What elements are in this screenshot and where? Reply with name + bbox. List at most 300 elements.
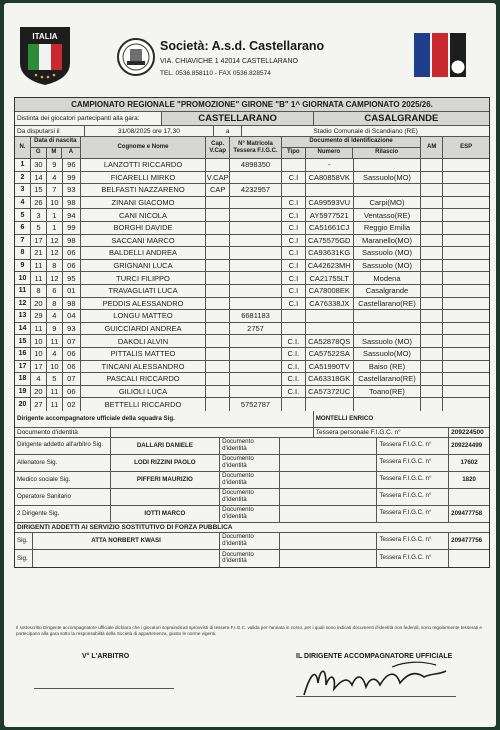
doc-number: CA52878QS (306, 335, 354, 347)
birth-month: 12 (47, 247, 63, 259)
doc-issuer: Ventasso(RE) (354, 209, 422, 221)
operatore-label: Operatore Sanitario (15, 489, 111, 505)
matricola (230, 285, 282, 297)
figc-italia-shield-logo (18, 25, 72, 87)
player-name: DAKOLI ALVIN (81, 335, 206, 347)
doc-number: AY5977521 (306, 209, 354, 221)
birth-year: 93 (63, 323, 81, 335)
arbitro-signature-label: V° L'ARBITRO (82, 653, 130, 660)
table-row (15, 398, 489, 411)
col-am: AM (421, 137, 443, 158)
doc-issuer: Modena (354, 272, 422, 284)
medico-label: Medico sociale Sig. (15, 472, 111, 488)
matricola (230, 348, 282, 360)
allenatore-row (15, 455, 489, 472)
player-name: BELFASTI NAZZARENO (81, 184, 206, 196)
player-name: SACCANI MARCO (81, 235, 206, 247)
championship-title: CAMPIONATO REGIONALE "PROMOZIONE" GIRONE "B" 1^ GIORNATA CAMPIONATO 2025/26. (71, 100, 433, 109)
arbitro-label: Dirigente addetto all'arbitro Sig. (15, 438, 111, 454)
doc-number: CA80858VK (306, 172, 354, 184)
at-label: a (214, 126, 242, 136)
birth-year: 06 (63, 386, 81, 398)
player-number: 8 (15, 247, 31, 259)
doc-type: C.I (282, 260, 306, 272)
medico-doc-value (280, 472, 378, 488)
doc-type: C.I. (282, 373, 306, 385)
handwritten-signature (296, 655, 456, 705)
doc-number (306, 323, 354, 335)
matricola: 4898350 (230, 159, 282, 171)
doc-number: CA99593VU (306, 197, 354, 209)
match-date: 31/08/2025 ore 17,30 (85, 126, 214, 136)
birth-month: 10 (47, 197, 63, 209)
esp-cell (443, 386, 489, 398)
doc-issuer: Sassuolo(MO) (354, 348, 422, 360)
doc-number (306, 184, 354, 196)
doc-issuer (354, 310, 422, 322)
esp-cell (443, 197, 489, 209)
allenatore-name: LODI RIZZINI PAOLO (111, 455, 221, 471)
esp-cell (443, 285, 489, 297)
arbitro-doc-value (280, 438, 378, 454)
secondo-dirigente-row (15, 506, 489, 523)
birth-day: 5 (31, 222, 47, 234)
doc-number (306, 310, 354, 322)
doc-issuer (354, 159, 422, 171)
birth-year: 96 (63, 159, 81, 171)
col-doc (282, 137, 421, 158)
am-cell (421, 235, 443, 247)
esp-cell (443, 323, 489, 335)
sostitutivo-row-1 (15, 533, 489, 550)
arbitro-signature-line (34, 688, 174, 689)
birth-month: 11 (47, 398, 63, 411)
player-name: LONGU MATTEO (81, 310, 206, 322)
esp-cell (443, 209, 489, 221)
doc-type: C.I. (282, 348, 306, 360)
birth-month: 9 (47, 323, 63, 335)
secondo-dirigente-label: 2 Dirigente Sig. (15, 506, 111, 522)
doc-type: C.I (282, 172, 306, 184)
birth-month: 8 (47, 260, 63, 272)
birth-month: 8 (47, 298, 63, 310)
captain-mark (206, 272, 230, 284)
doc-number: CA78008EK (306, 285, 354, 297)
society-name: Società: A.s.d. Castellarano (160, 39, 325, 53)
doc-issuer: Baiso (RE) (354, 361, 422, 373)
birth-month: 12 (47, 272, 63, 284)
captain-mark: CAP (206, 184, 230, 196)
player-number: 9 (15, 260, 31, 272)
esp-cell (443, 361, 489, 373)
col-rilascio: Rilascio (375, 149, 399, 156)
captain-mark: V.CAP (206, 172, 229, 182)
arbitro-tess-num: 209224499 (451, 442, 483, 450)
birth-year: 98 (63, 235, 81, 247)
sostitutivo-header-row (15, 523, 489, 533)
player-list-form (14, 97, 490, 568)
table-row (15, 184, 489, 197)
birth-year: 07 (63, 335, 81, 347)
matricola (230, 386, 282, 398)
table-header (15, 137, 489, 159)
medico-doc-label: Documento d'identità (220, 472, 280, 488)
birth-month: 5 (47, 373, 63, 385)
secondo-dirigente-name: IOTTI MARCO (111, 506, 221, 522)
captain-mark (206, 247, 230, 259)
secondo-tess-label: Tessera F.I.G.C. n° (377, 506, 449, 522)
doc-number: CA93631KG (306, 247, 354, 259)
da-disputarsi-label: Da disputarsi il (15, 126, 85, 136)
esp-cell (443, 298, 489, 310)
birth-day: 20 (31, 386, 47, 398)
medico-tess-label: Tessera F.I.G.C. n° (377, 472, 449, 488)
birth-month: 4 (47, 310, 63, 322)
dirigente-doc-value (111, 428, 314, 437)
society-phone: TEL. 0536.858110 - FAX 0536.828574 (160, 70, 271, 77)
table-row (15, 348, 489, 361)
esp-cell (443, 172, 489, 184)
table-row (15, 285, 489, 298)
doc-type (282, 398, 306, 411)
birth-year: 06 (63, 247, 81, 259)
captain-mark (206, 285, 230, 297)
birth-day: 29 (31, 310, 47, 322)
doc-issuer (354, 398, 422, 411)
esp-cell (443, 247, 489, 259)
sost-sig-label: Sig. (15, 533, 33, 549)
allenatore-doc-value (280, 455, 378, 471)
captain-mark (206, 323, 230, 335)
doc-type (282, 323, 306, 335)
birth-day: 15 (31, 184, 47, 196)
doc-number: CA63318GK (306, 373, 354, 385)
sost2-doc-value (280, 550, 378, 567)
matricola (230, 373, 282, 385)
doc-number: CA57522SA (306, 348, 354, 360)
medico-tess-num: 1820 (462, 476, 476, 484)
player-number: 14 (15, 323, 31, 335)
player-name: PASCALI RICCARDO (81, 373, 206, 385)
dirigente-signature-label: IL DIRIGENTE ACCOMPAGNATORE UFFICIALE (296, 653, 453, 660)
birth-year: 94 (63, 209, 81, 221)
birth-year: 06 (63, 348, 81, 360)
arbitro-name: DALLARI DANIELE (111, 438, 221, 454)
player-name: TINCANI ALESSANDRO (81, 361, 206, 373)
am-cell (421, 335, 443, 347)
matricola (230, 335, 282, 347)
matricola (230, 298, 282, 310)
birth-month: 4 (47, 172, 63, 184)
doc-type: C.I. (282, 335, 306, 347)
player-name: BORGHI DAVIDE (81, 222, 206, 234)
captain-mark (206, 159, 230, 171)
doc-type (282, 159, 306, 171)
matricola (230, 197, 282, 209)
sost2-tess-label: Tessera F.I.G.C. n° (377, 550, 449, 567)
tessera-personale-label: Tessera personale F.I.G.C. n° (314, 428, 449, 437)
esp-cell (443, 348, 489, 360)
birth-year: 01 (63, 285, 81, 297)
doc-type: C.I. (282, 361, 306, 373)
table-row (15, 335, 489, 348)
player-number: 20 (15, 398, 31, 411)
esp-cell (443, 222, 489, 234)
player-name: BETTELLI RICCARDO (81, 398, 206, 411)
operatore-tess-num (449, 489, 489, 505)
birth-day: 21 (31, 247, 47, 259)
sost2-sig-label: Sig. (15, 550, 33, 567)
esp-cell (443, 310, 489, 322)
am-cell (421, 222, 443, 234)
captain-mark (206, 298, 230, 310)
operatore-doc-value (280, 489, 378, 505)
am-cell (421, 348, 443, 360)
player-name: GILIOLI LUCA (81, 386, 206, 398)
table-row (15, 222, 489, 235)
table-row (15, 260, 489, 273)
doc-number: CA76338JX (306, 298, 354, 310)
birth-day: 20 (31, 298, 47, 310)
table-row (15, 159, 489, 172)
doc-number: CA75575GD (306, 235, 354, 247)
doc-type: C.I (282, 272, 306, 284)
dirigente-name: MONTELLI ENRICO (315, 415, 374, 423)
captain-mark (206, 348, 230, 360)
birth-year: 06 (63, 361, 81, 373)
doc-issuer: Sassuolo (MO) (354, 247, 422, 259)
home-team: CASTELLARANO (162, 112, 313, 125)
doc-number (306, 398, 354, 411)
player-name: GUICCIARDI ANDREA (81, 323, 206, 335)
birth-year: 93 (63, 184, 81, 196)
doc-issuer: Reggio Emilia (354, 222, 422, 234)
birth-year: 07 (63, 373, 81, 385)
birth-day: 3 (31, 209, 47, 221)
doc-type: C.I. (282, 386, 306, 398)
dirigente-row (15, 411, 489, 428)
matricola (230, 247, 282, 259)
secondo-doc-value (280, 506, 378, 522)
table-row (15, 298, 489, 311)
declaration-note: Il sottoscritto Dirigente accompagnatore ufficiale dichiara che i giocatori sopraindicati sprovvisti di tessera F.I.G.C. valida per l'annata in corso, per i quali sono indicati documenti d'identità non federali, sono regolarmente tesserati e partecipano alla gara sotto la responsabilità della Società di appartenenza, giusto le norme vigenti. (16, 625, 482, 637)
sost2-tess-num (449, 550, 489, 567)
am-cell (421, 310, 443, 322)
doc-issuer: Castellarano(RE) (354, 298, 422, 310)
player-number: 1 (15, 159, 31, 171)
away-team: CASALGRANDE (314, 112, 489, 125)
doc-type: C.I (282, 235, 306, 247)
player-rows (15, 159, 489, 411)
player-number: 18 (15, 373, 31, 385)
doc-issuer: Sassuolo (MO) (354, 260, 422, 272)
birth-month: 9 (47, 159, 63, 171)
am-cell (421, 260, 443, 272)
sost-tess-label: Tessera F.I.G.C. n° (377, 533, 449, 549)
operatore-tess-label: Tessera F.I.G.C. n° (377, 489, 449, 505)
table-row (15, 172, 489, 185)
col-g: G (31, 148, 47, 158)
player-name: LANZOTTI RICCARDO (81, 159, 206, 171)
sost2-name (33, 550, 220, 567)
sost-name: ATTA NORBERT KWASI (33, 533, 220, 549)
am-cell (421, 184, 443, 196)
letterhead (4, 3, 496, 91)
table-row (15, 361, 489, 374)
birth-day: 17 (31, 235, 47, 247)
player-name: TURCI FILIPPO (81, 272, 206, 284)
table-row (15, 373, 489, 386)
captain-mark (206, 361, 230, 373)
player-name: GRIGNANI LUCA (81, 260, 206, 272)
birth-day: 26 (31, 197, 47, 209)
col-cap: Cap. V.Cap (206, 137, 230, 158)
doc-issuer: Castellarano(RE) (354, 373, 422, 385)
doc-number: - (306, 159, 354, 171)
sostitutivo-row-2 (15, 550, 489, 567)
captain-mark (206, 197, 230, 209)
doc-issuer: Sassuolo(MO) (354, 172, 422, 184)
birth-subheaders (31, 148, 80, 158)
birth-year: 95 (63, 272, 81, 284)
col-numero: Numero (306, 148, 353, 158)
matricola (230, 172, 282, 184)
birth-day: 17 (31, 361, 47, 373)
birth-month: 11 (47, 335, 63, 347)
esp-cell (443, 235, 489, 247)
table-row (15, 272, 489, 285)
dirigente-label: Dirigente accompagnatore ufficiale della squadra Sig. (15, 411, 314, 427)
arbitro-doc-label: Documento d'identità (220, 438, 280, 454)
arbitro-row (15, 438, 489, 455)
captain-mark (206, 373, 230, 385)
birth-month: 1 (47, 222, 63, 234)
birth-year: 04 (63, 310, 81, 322)
player-number: 17 (15, 361, 31, 373)
matricola (230, 260, 282, 272)
matricola (230, 272, 282, 284)
doc-number: CA21755LT (306, 272, 354, 284)
operatore-row (15, 489, 489, 506)
matricola (230, 209, 282, 221)
table-row (15, 386, 489, 399)
doc-type: C.I (282, 247, 306, 259)
doc-number: CA51990TV (306, 361, 354, 373)
player-number: 15 (15, 335, 31, 347)
lnd-lega-dilettanti-logo (412, 27, 472, 87)
captain-mark (206, 235, 230, 247)
matricola: 6681183 (230, 310, 282, 322)
birth-header: Data di nascita (31, 137, 80, 148)
birth-day: 4 (31, 373, 47, 385)
am-cell (421, 285, 443, 297)
sost-doc-label: Documento d'identità (220, 533, 280, 549)
doc-number: CA51661CJ (306, 222, 354, 234)
player-name: ZINANI GIACOMO (81, 197, 206, 209)
doc-issuer: Maranello(MO) (354, 235, 422, 247)
player-name: BALDELLI ANDREA (81, 247, 206, 259)
am-cell (421, 398, 443, 411)
birth-month: 7 (47, 184, 63, 196)
allenatore-tess-num: 17602 (460, 459, 478, 467)
am-cell (421, 386, 443, 398)
table-row (15, 310, 489, 323)
player-number: 16 (15, 348, 31, 360)
matricola (230, 361, 282, 373)
doc-issuer: Toano(RE) (354, 386, 422, 398)
player-number: 4 (15, 197, 31, 209)
am-cell (421, 298, 443, 310)
esp-cell (443, 398, 489, 411)
allenatore-tess-label: Tessera F.I.G.C. n° (377, 455, 449, 471)
sost2-doc-label: Documento d'identità (220, 550, 280, 567)
championship-row (15, 98, 489, 112)
col-matricola: N° Matricola Tessera F.I.G.C. (230, 137, 282, 158)
table-row (15, 323, 489, 336)
birth-year: 99 (63, 222, 81, 234)
am-cell (421, 247, 443, 259)
esp-cell (443, 184, 489, 196)
esp-cell (443, 159, 489, 171)
birth-year: 02 (63, 398, 81, 411)
esp-cell (443, 260, 489, 272)
am-cell (421, 373, 443, 385)
player-number: 6 (15, 222, 31, 234)
doc-number: CA57372UC (306, 386, 354, 398)
dirigente-signature-line (296, 696, 456, 697)
table-row (15, 197, 489, 210)
matricola (230, 222, 282, 234)
birth-year: 99 (63, 172, 81, 184)
player-number: 3 (15, 184, 31, 196)
captain-mark (206, 398, 230, 411)
doc-type: C.I (282, 298, 306, 310)
allenatore-doc-label: Documento d'identità (220, 455, 280, 471)
player-name: PEDDIS ALESSANDRO (81, 298, 206, 310)
birth-day: 8 (31, 285, 47, 297)
match-date-row (15, 126, 489, 137)
player-name: TRAVAGLIATI LUCA (81, 285, 206, 297)
birth-day: 11 (31, 323, 47, 335)
col-birth (31, 137, 81, 158)
arbitro-tess-label: Tessera F.I.G.C. n° (377, 438, 449, 454)
operatore-name (111, 489, 221, 505)
sost-doc-value (280, 533, 378, 549)
am-cell (421, 197, 443, 209)
sost-tess-num: 209477756 (451, 537, 483, 545)
birth-year: 06 (63, 260, 81, 272)
doc-issuer: Casalgrande (354, 285, 422, 297)
birth-day: 30 (31, 159, 47, 171)
player-number: 19 (15, 386, 31, 398)
am-cell (421, 323, 443, 335)
doc-type: C.I (282, 285, 306, 297)
birth-month: 6 (47, 285, 63, 297)
birth-month: 11 (47, 386, 63, 398)
player-number: 2 (15, 172, 31, 184)
matricola: 2757 (230, 323, 282, 335)
player-number: 5 (15, 209, 31, 221)
birth-day: 14 (31, 172, 47, 184)
distinta-label: Distinta dei giocatori partecipanti alla gara: (15, 112, 162, 125)
birth-month: 10 (47, 361, 63, 373)
doc-type (282, 310, 306, 322)
birth-day: 10 (31, 348, 47, 360)
am-cell (421, 361, 443, 373)
matricola: 5752787 (230, 398, 282, 411)
captain-mark (206, 386, 230, 398)
society-address: VIA. CHIAVICHE 1 42014 CASTELLARANO (160, 58, 298, 65)
